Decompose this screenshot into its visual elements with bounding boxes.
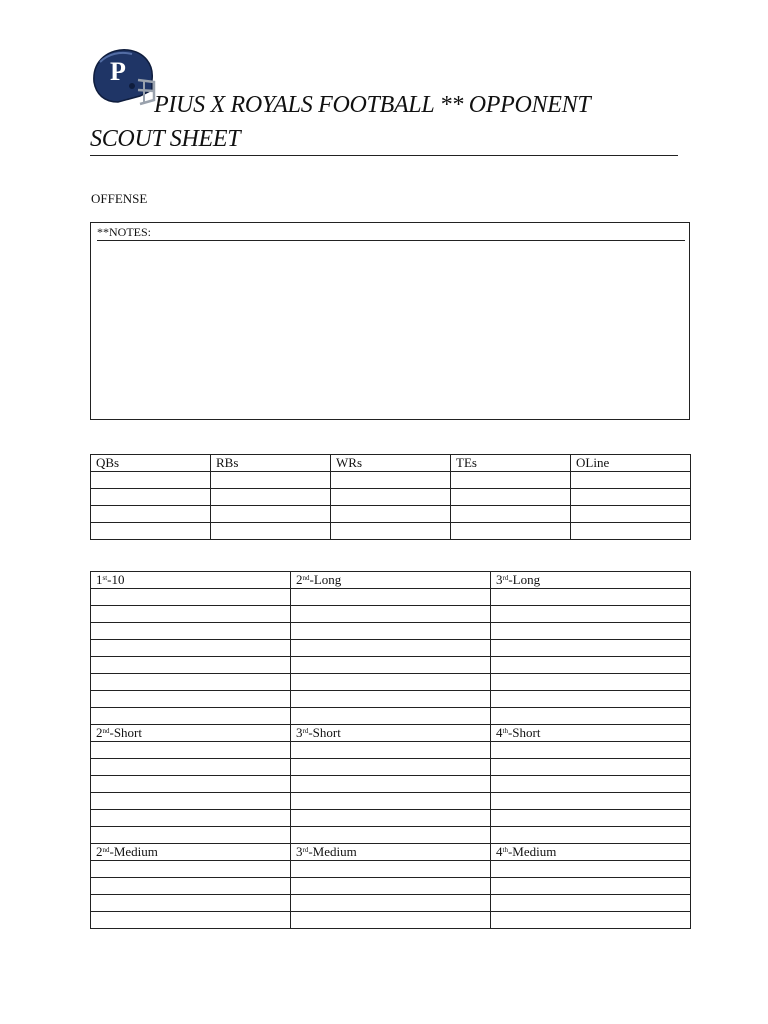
table-row (91, 606, 691, 623)
entry-cell[interactable] (91, 827, 291, 844)
situation-label: 1st-10 (91, 572, 291, 589)
entry-cell[interactable] (451, 506, 571, 523)
notes-label: **NOTES: (97, 225, 685, 241)
table-row (91, 674, 691, 691)
page-title (90, 88, 678, 156)
entry-cell[interactable] (91, 674, 291, 691)
entry-cell[interactable] (491, 606, 691, 623)
table-row (91, 708, 691, 725)
entry-cell[interactable] (291, 657, 491, 674)
title-line-2: SCOUT SHEET (90, 126, 241, 152)
entry-cell[interactable] (91, 489, 211, 506)
situation-label: 2nd-Medium (91, 844, 291, 861)
entry-cell[interactable] (571, 506, 691, 523)
entry-cell[interactable] (291, 674, 491, 691)
entry-cell[interactable] (491, 742, 691, 759)
entry-cell[interactable] (291, 776, 491, 793)
table-row (91, 691, 691, 708)
entry-cell[interactable] (331, 489, 451, 506)
entry-cell[interactable] (491, 810, 691, 827)
entry-cell[interactable] (211, 489, 331, 506)
entry-cell[interactable] (491, 691, 691, 708)
situation-label: 3rd-Medium (291, 844, 491, 861)
situation-label: 2nd-Long (291, 572, 491, 589)
entry-cell[interactable] (91, 895, 291, 912)
entry-cell[interactable] (291, 793, 491, 810)
situation-header-row (91, 844, 691, 861)
entry-cell[interactable] (91, 759, 291, 776)
table-row (91, 589, 691, 606)
entry-cell[interactable] (451, 489, 571, 506)
entry-cell[interactable] (491, 708, 691, 725)
svg-text:P: P (110, 57, 126, 86)
entry-cell[interactable] (491, 657, 691, 674)
entry-cell[interactable] (91, 589, 291, 606)
situation-label: 3rd-Short (291, 725, 491, 742)
situation-label: 3rd-Long (491, 572, 691, 589)
entry-cell[interactable] (291, 759, 491, 776)
entry-cell[interactable] (211, 472, 331, 489)
entry-cell[interactable] (491, 674, 691, 691)
entry-cell[interactable] (491, 623, 691, 640)
entry-cell[interactable] (91, 623, 291, 640)
entry-cell[interactable] (91, 606, 291, 623)
entry-cell[interactable] (211, 506, 331, 523)
situation-label: 4th-Short (491, 725, 691, 742)
table-row (91, 657, 691, 674)
entry-cell[interactable] (291, 691, 491, 708)
entry-cell[interactable] (571, 472, 691, 489)
entry-cell[interactable] (291, 827, 491, 844)
entry-cell[interactable] (211, 523, 331, 540)
entry-cell[interactable] (491, 827, 691, 844)
entry-cell[interactable] (331, 523, 451, 540)
notes-box[interactable] (90, 222, 690, 420)
entry-cell[interactable] (291, 810, 491, 827)
entry-cell[interactable] (91, 691, 291, 708)
column-header: OLine (571, 455, 691, 472)
entry-cell[interactable] (91, 861, 291, 878)
entry-cell[interactable] (291, 640, 491, 657)
entry-cell[interactable] (91, 912, 291, 929)
entry-cell[interactable] (291, 861, 491, 878)
entry-cell[interactable] (571, 489, 691, 506)
entry-cell[interactable] (91, 810, 291, 827)
table-row (91, 472, 691, 489)
entry-cell[interactable] (91, 657, 291, 674)
entry-cell[interactable] (491, 912, 691, 929)
situation-label: 2nd-Short (91, 725, 291, 742)
table-row (91, 878, 691, 895)
entry-cell[interactable] (91, 523, 211, 540)
entry-cell[interactable] (491, 793, 691, 810)
table-row (91, 827, 691, 844)
entry-cell[interactable] (491, 589, 691, 606)
table-row (91, 489, 691, 506)
entry-cell[interactable] (491, 861, 691, 878)
entry-cell[interactable] (491, 895, 691, 912)
entry-cell[interactable] (91, 506, 211, 523)
section-label: OFFENSE (91, 191, 148, 206)
entry-cell[interactable] (331, 506, 451, 523)
entry-cell[interactable] (451, 523, 571, 540)
entry-cell[interactable] (491, 759, 691, 776)
entry-cell[interactable] (91, 472, 211, 489)
entry-cell[interactable] (291, 742, 491, 759)
entry-cell[interactable] (91, 708, 291, 725)
entry-cell[interactable] (91, 793, 291, 810)
entry-cell[interactable] (491, 776, 691, 793)
title-underline (90, 155, 678, 156)
table-row (91, 640, 691, 657)
table-header-row (91, 455, 691, 472)
title-line-1: PIUS X ROYALS FOOTBALL ** OPPONENT (154, 92, 591, 118)
entry-cell[interactable] (91, 640, 291, 657)
entry-cell[interactable] (451, 472, 571, 489)
table-row (91, 912, 691, 929)
situation-label: 4th-Medium (491, 844, 691, 861)
column-header: RBs (211, 455, 331, 472)
entry-cell[interactable] (491, 640, 691, 657)
table-row (91, 861, 691, 878)
table-row (91, 623, 691, 640)
table-row (91, 793, 691, 810)
column-header: QBs (91, 455, 211, 472)
entry-cell[interactable] (331, 472, 451, 489)
entry-cell[interactable] (571, 523, 691, 540)
table-row (91, 810, 691, 827)
entry-cell[interactable] (291, 708, 491, 725)
entry-cell[interactable] (291, 623, 491, 640)
situation-header-row (91, 725, 691, 742)
entry-cell[interactable] (291, 912, 491, 929)
column-header: TEs (451, 455, 571, 472)
entry-cell[interactable] (291, 589, 491, 606)
table-row (91, 759, 691, 776)
entry-cell[interactable] (91, 878, 291, 895)
entry-cell[interactable] (91, 776, 291, 793)
table-row (91, 776, 691, 793)
entry-cell[interactable] (291, 606, 491, 623)
situation-header-row (91, 572, 691, 589)
table-row (91, 523, 691, 540)
column-header: WRs (331, 455, 451, 472)
personnel-table (90, 454, 691, 540)
table-row (91, 895, 691, 912)
table-row (91, 506, 691, 523)
entry-cell[interactable] (291, 878, 491, 895)
down-distance-table (90, 571, 691, 929)
entry-cell[interactable] (291, 895, 491, 912)
table-row (91, 742, 691, 759)
entry-cell[interactable] (91, 742, 291, 759)
entry-cell[interactable] (491, 878, 691, 895)
